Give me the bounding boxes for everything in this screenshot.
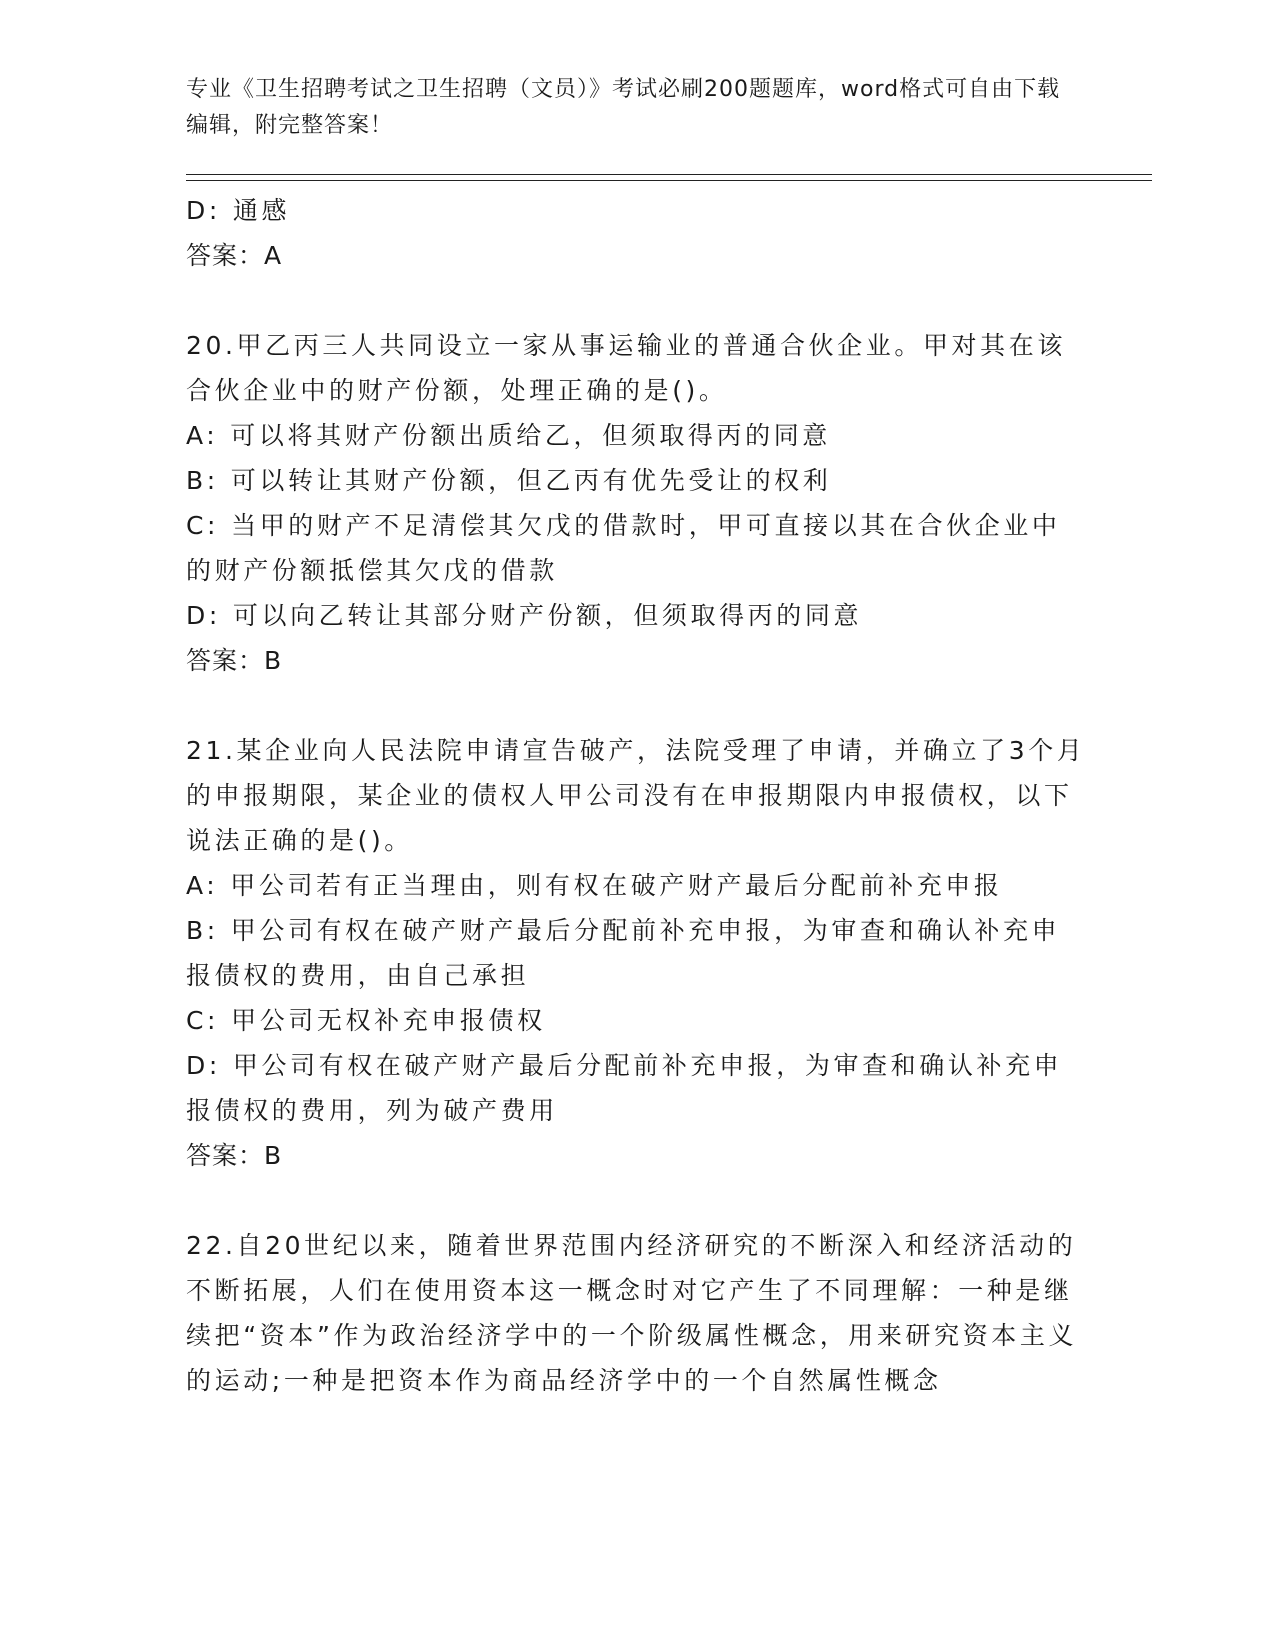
option-c bbox=[186, 998, 1086, 1043]
question-stem: 22.自20世纪以来，随着世界范围内经济研究的不断深入和经济活动的不断拓展，人们在使用资本这一概念时对它产生了不同理解：一种是继续把“资本”作为政治经济学中的一个阶级属性概念，用来研究资本主义的运动;一种是把资本作为商品经济学中的一个自然属性概念 bbox=[186, 1231, 1078, 1395]
question-22 bbox=[186, 1223, 1086, 1403]
option-text: 甲公司无权补充申报债权 bbox=[231, 1006, 546, 1035]
header-title: 专业《卫生招聘考试之卫生招聘（文员）》考试必刷200题题库，word格式可自由下载编辑，附完整答案！ bbox=[186, 77, 1061, 138]
option-label: C: bbox=[186, 1006, 220, 1035]
option-a bbox=[186, 413, 1086, 458]
option-text: 甲公司有权在破产财产最后分配前补充申报，为审查和确认补充申报债权的费用，列为破产费用 bbox=[186, 1051, 1063, 1125]
option-d bbox=[186, 1043, 1086, 1133]
question-stem: 21.某企业向人民法院申请宣告破产，法院受理了申请，并确立了3个月的申报期限，某企业的债权人甲公司没有在申报期限内申报债权，以下说法正确的是()。 bbox=[186, 736, 1086, 855]
header-divider-bottom bbox=[186, 180, 1152, 181]
answer-line: 答案：B bbox=[186, 646, 283, 675]
option-b bbox=[186, 458, 1086, 503]
option-label: C: bbox=[186, 511, 220, 540]
option-text: 当甲的财产不足清偿其欠戊的借款时，甲可直接以其在合伙企业中的财产份额抵偿其欠戊的借款 bbox=[186, 511, 1061, 585]
option-a bbox=[186, 863, 1086, 908]
answer-line: 答案：B bbox=[186, 1141, 283, 1170]
option-text: 可以将其财产份额出质给乙，但须取得丙的同意 bbox=[230, 421, 831, 450]
option-label: D: bbox=[186, 196, 221, 225]
option-label: B: bbox=[186, 916, 219, 945]
option-label: D: bbox=[186, 1051, 221, 1080]
answer-line: 答案：A bbox=[186, 241, 283, 270]
header-divider-top bbox=[186, 174, 1152, 175]
question-stem: 20.甲乙丙三人共同设立一家从事运输业的普通合伙企业。甲对其在该合伙企业中的财产份额，处理正确的是()。 bbox=[186, 331, 1066, 405]
option-d bbox=[186, 188, 1086, 233]
question-21 bbox=[186, 728, 1086, 1178]
option-text: 甲公司有权在破产财产最后分配前补充申报，为审查和确认补充申报债权的费用，由自己承担 bbox=[186, 916, 1061, 990]
option-text: 可以转让其财产份额，但乙丙有优先受让的权利 bbox=[230, 466, 832, 495]
question-19-continued bbox=[186, 188, 1086, 278]
document-header bbox=[186, 72, 1066, 144]
question-list bbox=[186, 188, 1086, 1403]
option-text: 通感 bbox=[232, 196, 291, 225]
option-label: D: bbox=[186, 601, 221, 630]
option-label: A: bbox=[186, 421, 219, 450]
question-20 bbox=[186, 323, 1086, 683]
option-b bbox=[186, 908, 1086, 998]
option-label: B: bbox=[186, 466, 219, 495]
option-text: 可以向乙转让其部分财产份额，但须取得丙的同意 bbox=[232, 601, 863, 630]
option-text: 甲公司若有正当理由，则有权在破产财产最后分配前补充申报 bbox=[230, 871, 1003, 900]
option-d bbox=[186, 593, 1086, 638]
option-c bbox=[186, 503, 1086, 593]
option-label: A: bbox=[186, 871, 219, 900]
